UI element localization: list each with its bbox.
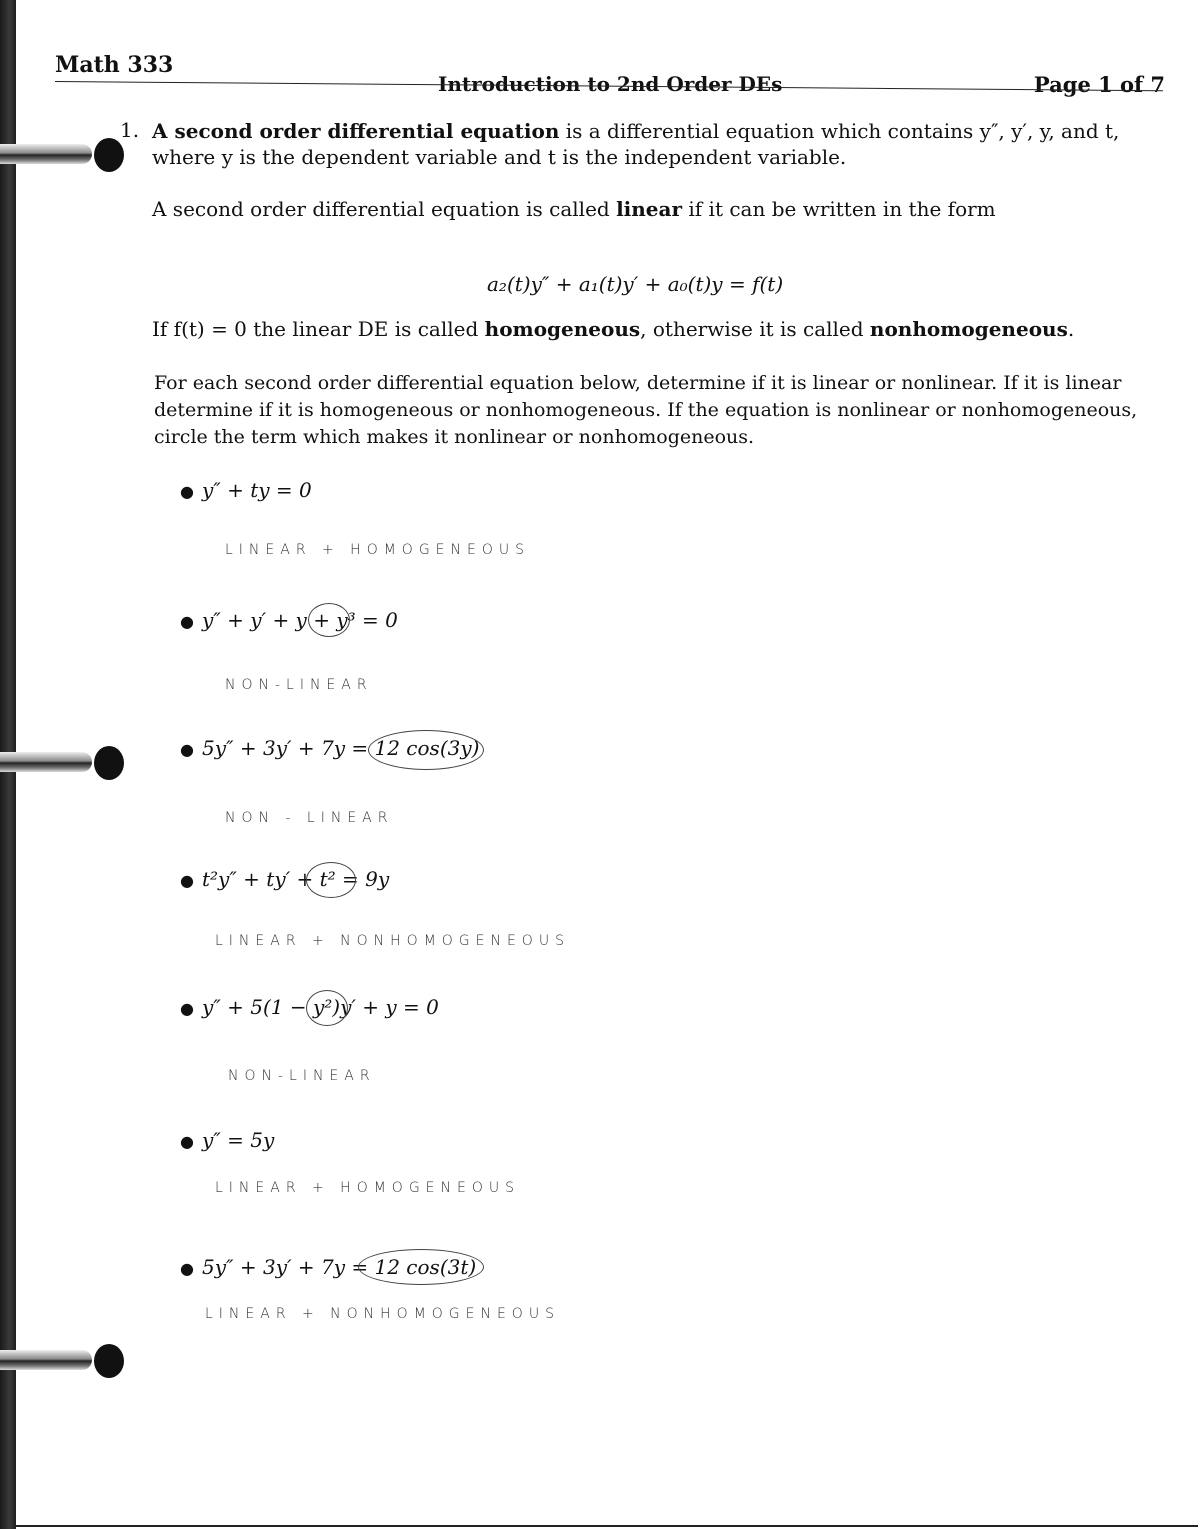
circled-term-t-squared	[306, 862, 356, 898]
homog-text-mid: , otherwise it is called	[640, 317, 870, 341]
equation-item-4: ● t²y″ + ty′ + t² = 9y	[180, 867, 390, 891]
equation-item-1: ● y″ + ty = 0	[180, 478, 312, 502]
handwritten-answer-4: LINEAR + NONHOMOGENEOUS	[215, 933, 570, 949]
linear-paragraph	[152, 196, 1137, 222]
page-title: Introduction to 2nd Order DEs	[438, 72, 783, 96]
handwritten-answer-5: NON-LINEAR	[228, 1068, 376, 1084]
handwritten-answer-1: LINEAR + HOMOGENEOUS	[225, 542, 530, 558]
homog-text-end: .	[1067, 317, 1075, 341]
definition-paragraph	[152, 118, 1137, 170]
page-header	[55, 50, 1165, 98]
binder-ring-top	[0, 138, 120, 172]
page-edge	[14, 0, 1198, 1527]
linear-text-post: if it can be written in the form	[682, 197, 996, 221]
equation-item-2: ● y″ + y′ + y + y³ = 0	[180, 608, 398, 632]
term-second-order-de: A second order differential equation	[152, 119, 560, 143]
circled-term-cos-3t	[358, 1249, 484, 1285]
course-label: Math 333	[55, 52, 174, 78]
equation-item-3: ● 5y″ + 3y′ + 7y = 12 cos(3y)	[180, 736, 480, 760]
equation-item-6: ● y″ = 5y	[180, 1128, 275, 1152]
definition-text: is a differential equation which contains y″, y′, y, and t, where y is the dependent variable and t is the independent variable.	[152, 119, 1120, 169]
handwritten-answer-6: LINEAR + HOMOGENEOUS	[215, 1180, 520, 1196]
term-linear: linear	[616, 197, 683, 221]
binder-ring-middle	[0, 746, 120, 780]
equation: y″ = 5y	[202, 1128, 275, 1152]
equation: 5y″ + 3y′ + 7y = 12 cos(3t)	[202, 1255, 477, 1279]
instructions-paragraph: For each second order differential equation below, determine if it is linear or nonlinear. If it is linear determine if it is homogeneous or nonhomogeneous. If the equation is nonlinear or nonhomogeneous, circle the term which makes it nonlinear or nonhomogeneous.	[154, 372, 1138, 448]
homogeneous-paragraph	[152, 316, 1137, 342]
equation-item-5: ● y″ + 5(1 − y²)y′ + y = 0	[180, 995, 439, 1019]
circled-term-cos-3y	[368, 730, 484, 770]
equation-item-7: ● 5y″ + 3y′ + 7y = 12 cos(3t)	[180, 1255, 477, 1279]
general-form-formula: a₂(t)y″ + a₁(t)y′ + a₀(t)y = f(t)	[487, 272, 784, 296]
term-nonhomogeneous: nonhomogeneous	[869, 317, 1068, 341]
handwritten-answer-7: LINEAR + NONHOMOGENEOUS	[205, 1306, 560, 1322]
linear-text-pre: A second order differential equation is called	[152, 197, 617, 221]
problem-number: 1.	[120, 118, 140, 142]
circled-term-y-cubed	[308, 603, 350, 637]
equation: 5y″ + 3y′ + 7y = 12 cos(3y)	[202, 736, 480, 760]
equation: y″ + ty = 0	[202, 478, 312, 502]
handwritten-answer-2: NON-LINEAR	[225, 677, 373, 693]
binder-ring-bottom	[0, 1344, 120, 1378]
page-number: Page 1 of 7	[1033, 72, 1165, 97]
equation: y″ + y′ + y + y³ = 0	[202, 608, 398, 632]
equation: t²y″ + ty′ + t² = 9y	[202, 867, 390, 891]
term-homogeneous: homogeneous	[484, 317, 641, 341]
homog-text-pre: If f(t) = 0 the linear DE is called	[152, 317, 485, 341]
circled-term-y-squared	[306, 990, 348, 1026]
equation: y″ + 5(1 − y²)y′ + y = 0	[202, 995, 439, 1019]
handwritten-answer-3: NON - LINEAR	[225, 810, 394, 826]
